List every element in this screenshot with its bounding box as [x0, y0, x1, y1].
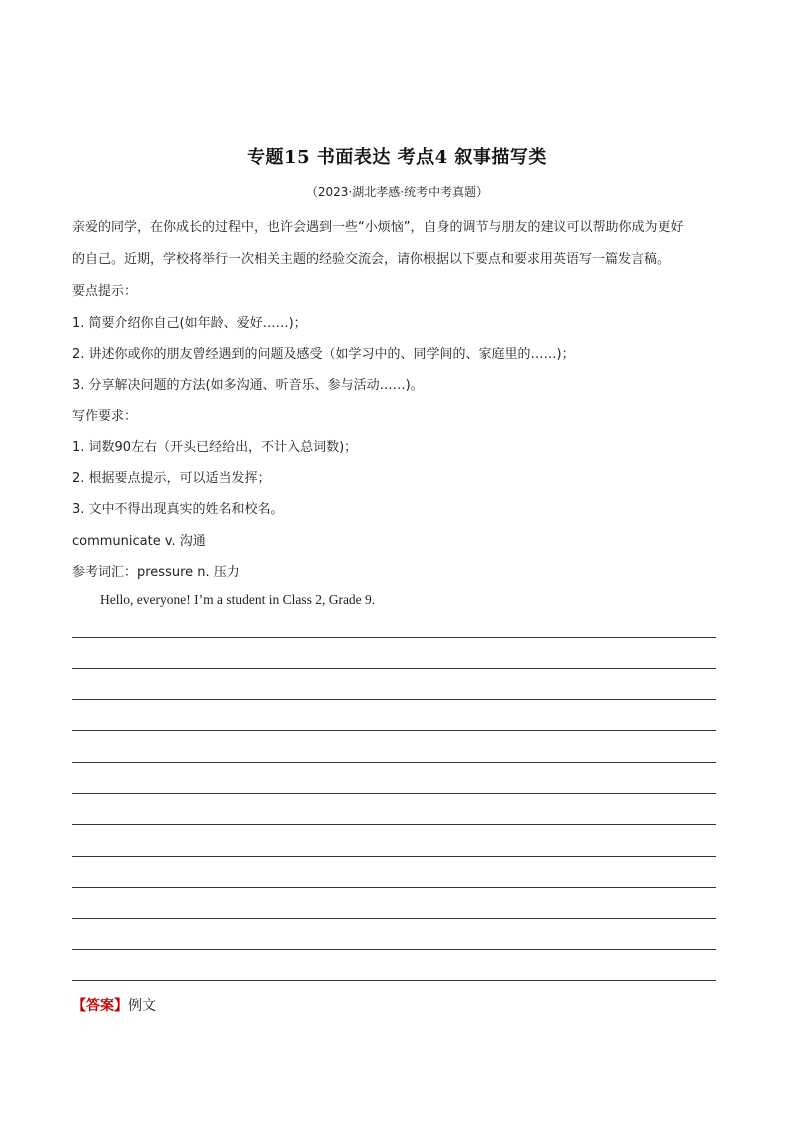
answer-section [72, 995, 156, 1015]
vocab-communicate: communicate v. 沟通 [72, 534, 206, 549]
answer-label: 例文 [128, 998, 156, 1014]
writing-line [72, 730, 716, 731]
point-item-3: 3. 分享解决问题的方法(如多沟通、听音乐、参与活动……)。 [72, 378, 424, 393]
writing-line [72, 856, 716, 857]
writing-line [72, 918, 716, 919]
requirement-item-1: 1. 词数90左右（开头已经给出，不计入总词数)； [72, 440, 358, 455]
source-note: （2023·湖北孝感·统考中考真题） [305, 185, 489, 199]
writing-line [72, 793, 716, 794]
answer-tag: 【答案】 [72, 998, 128, 1014]
writing-line [72, 762, 716, 763]
requirement-item-2: 2. 根据要点提示，可以适当发挥； [72, 471, 271, 486]
writing-line [72, 668, 716, 669]
page-title: 专题15 书面表达 考点4 叙事描写类 [247, 147, 547, 168]
points-heading: 要点提示： [72, 284, 138, 299]
intro-line-2: 的自己。近期，学校将举行一次相关主题的经验交流会，请你根据以下要点和要求用英语写一篇发言稿。 [72, 252, 671, 267]
requirement-item-3: 3. 文中不得出现真实的姓名和校名。 [72, 502, 284, 517]
writing-line [72, 887, 716, 888]
writing-line [72, 980, 716, 981]
requirements-heading: 写作要求： [72, 409, 138, 424]
essay-opening: Hello, everyone! I’m a student in Class 2, Grade 9. [100, 592, 376, 607]
intro-line-1: 亲爱的同学，在你成长的过程中，也许会遇到一些“小烦恼”，自身的调节与朋友的建议可以帮助你成为更好 [72, 220, 684, 235]
point-item-1: 1. 简要介绍你自己(如年龄、爱好……)； [72, 316, 307, 331]
writing-line [72, 949, 716, 950]
point-item-2: 2. 讲述你或你的朋友曾经遇到的问题及感受（如学习中的、同学间的、家庭里的……)； [72, 347, 575, 362]
vocab-pressure: 参考词汇：pressure n. 压力 [72, 565, 240, 580]
writing-line [72, 637, 716, 638]
writing-line [72, 699, 716, 700]
writing-line [72, 824, 716, 825]
